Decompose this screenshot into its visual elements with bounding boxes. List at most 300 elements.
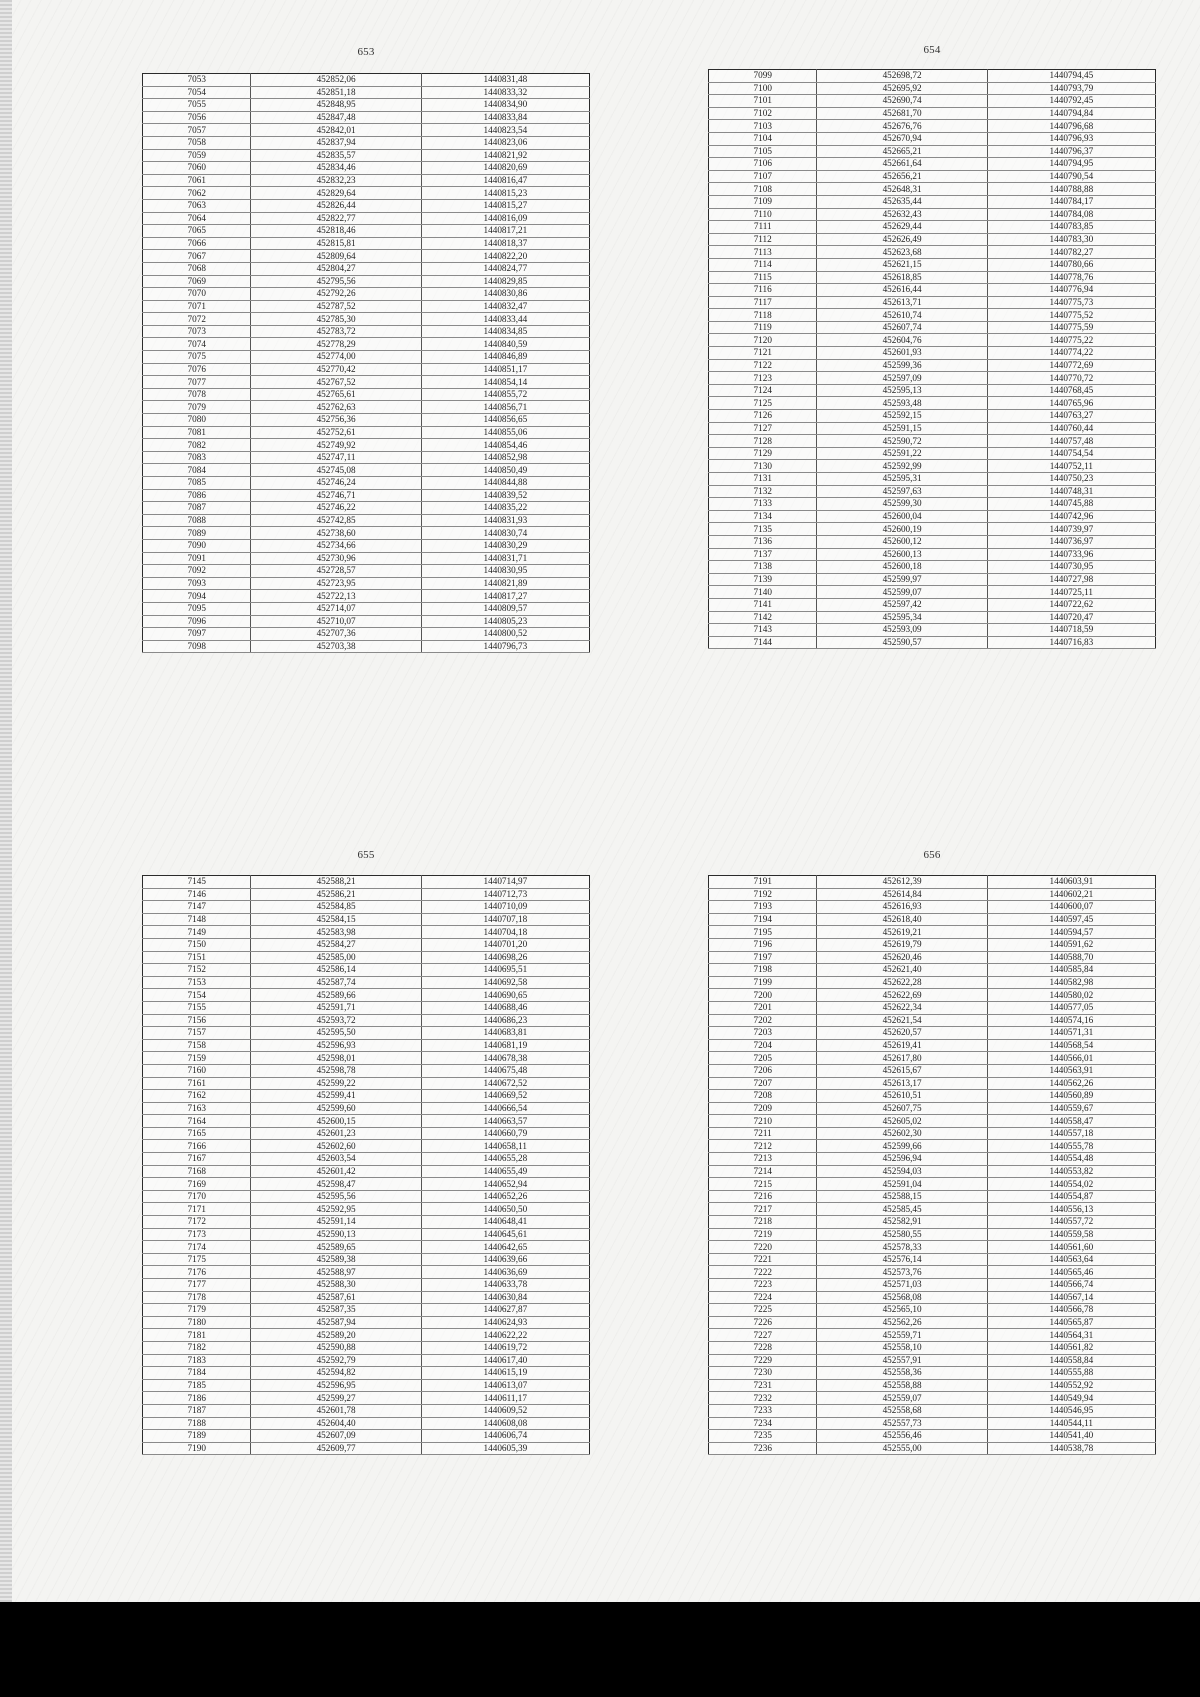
point-number-cell: 7140 — [709, 586, 817, 599]
x-coordinate-cell: 452597,09 — [817, 372, 987, 385]
point-number-cell: 7194 — [709, 913, 817, 926]
y-coordinate-cell: 1440775,59 — [987, 321, 1155, 334]
point-number-cell: 7172 — [143, 1216, 251, 1229]
point-number-cell: 7107 — [709, 170, 817, 183]
y-coordinate-cell: 1440794,84 — [987, 107, 1155, 120]
point-number-cell: 7133 — [709, 498, 817, 511]
x-coordinate-cell: 452610,74 — [817, 309, 987, 322]
table-row — [709, 107, 1156, 120]
y-coordinate-cell: 1440660,79 — [421, 1127, 589, 1140]
y-coordinate-cell: 1440782,27 — [987, 246, 1155, 259]
y-coordinate-cell: 1440627,87 — [421, 1304, 589, 1317]
point-number-cell: 7215 — [709, 1178, 817, 1191]
x-coordinate-cell: 452557,91 — [817, 1354, 987, 1367]
point-number-cell: 7233 — [709, 1404, 817, 1417]
table-row — [143, 439, 590, 452]
point-number-cell: 7235 — [709, 1430, 817, 1443]
table-row — [143, 1090, 590, 1103]
page-number: 655 — [357, 849, 375, 861]
table-row — [709, 460, 1156, 473]
x-coordinate-cell: 452617,80 — [817, 1052, 987, 1065]
y-coordinate-cell: 1440645,61 — [421, 1228, 589, 1241]
table-row — [143, 74, 590, 87]
table-row — [709, 1442, 1156, 1455]
y-coordinate-cell: 1440832,47 — [421, 300, 589, 313]
x-coordinate-cell: 452601,23 — [251, 1127, 421, 1140]
point-number-cell: 7216 — [709, 1190, 817, 1203]
table-row — [143, 514, 590, 527]
table-row — [143, 464, 590, 477]
point-number-cell: 7200 — [709, 989, 817, 1002]
table-row — [709, 1404, 1156, 1417]
y-coordinate-cell: 1440760,44 — [987, 422, 1155, 435]
x-coordinate-cell: 452600,18 — [817, 561, 987, 574]
table-row — [143, 1216, 590, 1229]
y-coordinate-cell: 1440775,52 — [987, 309, 1155, 322]
table-row — [143, 552, 590, 565]
point-number-cell: 7183 — [143, 1354, 251, 1367]
page-number: 654 — [923, 44, 941, 56]
point-number-cell: 7071 — [143, 300, 251, 313]
x-coordinate-cell: 452599,41 — [251, 1090, 421, 1103]
y-coordinate-cell: 1440796,73 — [421, 640, 589, 653]
x-coordinate-cell: 452601,93 — [817, 347, 987, 360]
x-coordinate-cell: 452596,94 — [817, 1153, 987, 1166]
x-coordinate-cell: 452600,13 — [817, 548, 987, 561]
table-row — [709, 1216, 1156, 1229]
x-coordinate-cell: 452774,00 — [251, 351, 421, 364]
x-coordinate-cell: 452599,27 — [251, 1392, 421, 1405]
x-coordinate-cell: 452584,27 — [251, 938, 421, 951]
y-coordinate-cell: 1440701,20 — [421, 938, 589, 951]
x-coordinate-cell: 452612,39 — [817, 876, 987, 889]
point-number-cell: 7173 — [143, 1228, 251, 1241]
point-number-cell: 7075 — [143, 351, 251, 364]
table-row — [143, 1329, 590, 1342]
x-coordinate-cell: 452852,06 — [251, 74, 421, 87]
x-coordinate-cell: 452593,48 — [817, 397, 987, 410]
x-coordinate-cell: 452599,66 — [817, 1140, 987, 1153]
point-number-cell: 7150 — [143, 938, 251, 951]
point-number-cell: 7178 — [143, 1291, 251, 1304]
point-number-cell: 7125 — [709, 397, 817, 410]
table-row — [143, 111, 590, 124]
x-coordinate-cell: 452603,54 — [251, 1153, 421, 1166]
point-number-cell: 7204 — [709, 1039, 817, 1052]
y-coordinate-cell: 1440855,06 — [421, 426, 589, 439]
y-coordinate-cell: 1440833,44 — [421, 313, 589, 326]
y-coordinate-cell: 1440823,06 — [421, 136, 589, 149]
table-row — [709, 1253, 1156, 1266]
table-row — [143, 1052, 590, 1065]
point-number-cell: 7073 — [143, 325, 251, 338]
table-row — [709, 1241, 1156, 1254]
y-coordinate-cell: 1440821,89 — [421, 577, 589, 590]
point-number-cell: 7087 — [143, 502, 251, 515]
point-number-cell: 7102 — [709, 107, 817, 120]
table-row — [709, 70, 1156, 83]
x-coordinate-cell: 452591,15 — [817, 422, 987, 435]
table-row — [709, 1102, 1156, 1115]
x-coordinate-cell: 452599,07 — [817, 586, 987, 599]
point-number-cell: 7117 — [709, 296, 817, 309]
y-coordinate-cell: 1440558,84 — [987, 1354, 1155, 1367]
y-coordinate-cell: 1440846,89 — [421, 351, 589, 364]
x-coordinate-cell: 452618,40 — [817, 913, 987, 926]
table-row — [709, 1316, 1156, 1329]
point-number-cell: 7212 — [709, 1140, 817, 1153]
point-number-cell: 7168 — [143, 1165, 251, 1178]
table-row — [143, 136, 590, 149]
point-number-cell: 7209 — [709, 1102, 817, 1115]
scanner-black-band — [0, 1602, 1200, 1697]
y-coordinate-cell: 1440552,92 — [987, 1379, 1155, 1392]
point-number-cell: 7225 — [709, 1304, 817, 1317]
table-row — [143, 275, 590, 288]
y-coordinate-cell: 1440834,85 — [421, 325, 589, 338]
y-coordinate-cell: 1440855,72 — [421, 388, 589, 401]
x-coordinate-cell: 452601,78 — [251, 1404, 421, 1417]
y-coordinate-cell: 1440745,88 — [987, 498, 1155, 511]
point-number-cell: 7088 — [143, 514, 251, 527]
point-number-cell: 7105 — [709, 145, 817, 158]
y-coordinate-cell: 1440606,74 — [421, 1430, 589, 1443]
x-coordinate-cell: 452623,68 — [817, 246, 987, 259]
table-row — [143, 363, 590, 376]
point-number-cell: 7179 — [143, 1304, 251, 1317]
x-coordinate-cell: 452591,04 — [817, 1178, 987, 1191]
table-row — [709, 347, 1156, 360]
table-row — [143, 351, 590, 364]
table-row — [143, 1039, 590, 1052]
table-row — [143, 539, 590, 552]
table-row — [143, 162, 590, 175]
y-coordinate-cell: 1440720,47 — [987, 611, 1155, 624]
point-number-cell: 7201 — [709, 1001, 817, 1014]
table-row — [143, 1027, 590, 1040]
table-row — [143, 976, 590, 989]
x-coordinate-cell: 452620,46 — [817, 951, 987, 964]
y-coordinate-cell: 1440611,17 — [421, 1392, 589, 1405]
table-row — [709, 372, 1156, 385]
y-coordinate-cell: 1440820,69 — [421, 162, 589, 175]
table-row — [709, 195, 1156, 208]
x-coordinate-cell: 452728,57 — [251, 565, 421, 578]
table-row — [143, 1165, 590, 1178]
y-coordinate-cell: 1440690,65 — [421, 989, 589, 1002]
table-row — [143, 1014, 590, 1027]
y-coordinate-cell: 1440788,88 — [987, 183, 1155, 196]
x-coordinate-cell: 452589,65 — [251, 1241, 421, 1254]
page-number: 653 — [357, 46, 375, 58]
x-coordinate-cell: 452747,11 — [251, 451, 421, 464]
y-coordinate-cell: 1440695,51 — [421, 964, 589, 977]
x-coordinate-cell: 452571,03 — [817, 1279, 987, 1292]
x-coordinate-cell: 452656,21 — [817, 170, 987, 183]
x-coordinate-cell: 452602,30 — [817, 1127, 987, 1140]
x-coordinate-cell: 452734,66 — [251, 539, 421, 552]
table-row — [143, 1379, 590, 1392]
x-coordinate-cell: 452588,21 — [251, 876, 421, 889]
table-row — [143, 1140, 590, 1153]
x-coordinate-cell: 452832,23 — [251, 174, 421, 187]
y-coordinate-cell: 1440765,96 — [987, 397, 1155, 410]
table-row — [143, 86, 590, 99]
y-coordinate-cell: 1440562,26 — [987, 1077, 1155, 1090]
x-coordinate-cell: 452738,60 — [251, 527, 421, 540]
y-coordinate-cell: 1440617,40 — [421, 1354, 589, 1367]
x-coordinate-cell: 452599,22 — [251, 1077, 421, 1090]
point-number-cell: 7109 — [709, 195, 817, 208]
point-number-cell: 7054 — [143, 86, 251, 99]
y-coordinate-cell: 1440577,05 — [987, 1001, 1155, 1014]
y-coordinate-cell: 1440722,62 — [987, 598, 1155, 611]
point-number-cell: 7085 — [143, 477, 251, 490]
table-row — [709, 1001, 1156, 1014]
y-coordinate-cell: 1440824,77 — [421, 262, 589, 275]
y-coordinate-cell: 1440834,90 — [421, 99, 589, 112]
x-coordinate-cell: 452756,36 — [251, 414, 421, 427]
y-coordinate-cell: 1440563,64 — [987, 1253, 1155, 1266]
y-coordinate-cell: 1440655,49 — [421, 1165, 589, 1178]
coordinates-table — [708, 69, 1156, 649]
point-number-cell: 7234 — [709, 1417, 817, 1430]
y-coordinate-cell: 1440554,48 — [987, 1153, 1155, 1166]
table-row — [143, 888, 590, 901]
y-coordinate-cell: 1440727,98 — [987, 573, 1155, 586]
table-row — [143, 1316, 590, 1329]
y-coordinate-cell: 1440778,76 — [987, 271, 1155, 284]
table-row — [709, 561, 1156, 574]
table-row — [709, 397, 1156, 410]
table-row — [709, 82, 1156, 95]
table-row — [709, 1354, 1156, 1367]
point-number-cell: 7106 — [709, 158, 817, 171]
x-coordinate-cell: 452604,76 — [817, 334, 987, 347]
y-coordinate-cell: 1440566,01 — [987, 1052, 1155, 1065]
point-number-cell: 7155 — [143, 1001, 251, 1014]
table-row — [709, 876, 1156, 889]
y-coordinate-cell: 1440561,82 — [987, 1341, 1155, 1354]
x-coordinate-cell: 452599,36 — [817, 359, 987, 372]
point-number-cell: 7149 — [143, 926, 251, 939]
point-number-cell: 7161 — [143, 1077, 251, 1090]
point-number-cell: 7174 — [143, 1241, 251, 1254]
table-row — [709, 1027, 1156, 1040]
table-row — [143, 565, 590, 578]
table-row — [709, 296, 1156, 309]
x-coordinate-cell: 452598,47 — [251, 1178, 421, 1191]
table-row — [709, 926, 1156, 939]
x-coordinate-cell: 452619,41 — [817, 1039, 987, 1052]
table-row — [709, 1430, 1156, 1443]
point-number-cell: 7058 — [143, 136, 251, 149]
y-coordinate-cell: 1440564,31 — [987, 1329, 1155, 1342]
table-row — [143, 964, 590, 977]
point-number-cell: 7231 — [709, 1379, 817, 1392]
y-coordinate-cell: 1440546,95 — [987, 1404, 1155, 1417]
y-coordinate-cell: 1440733,96 — [987, 548, 1155, 561]
x-coordinate-cell: 452621,15 — [817, 258, 987, 271]
y-coordinate-cell: 1440622,22 — [421, 1329, 589, 1342]
table-row — [143, 1404, 590, 1417]
x-coordinate-cell: 452600,04 — [817, 510, 987, 523]
y-coordinate-cell: 1440567,14 — [987, 1291, 1155, 1304]
y-coordinate-cell: 1440750,23 — [987, 473, 1155, 486]
x-coordinate-cell: 452595,50 — [251, 1027, 421, 1040]
x-coordinate-cell: 452837,94 — [251, 136, 421, 149]
y-coordinate-cell: 1440776,94 — [987, 284, 1155, 297]
x-coordinate-cell: 452591,14 — [251, 1216, 421, 1229]
table-row — [143, 1190, 590, 1203]
point-number-cell: 7055 — [143, 99, 251, 112]
x-coordinate-cell: 452809,64 — [251, 250, 421, 263]
table-row — [143, 1354, 590, 1367]
table-row — [709, 1203, 1156, 1216]
x-coordinate-cell: 452559,71 — [817, 1329, 987, 1342]
table-row — [709, 1279, 1156, 1292]
point-number-cell: 7217 — [709, 1203, 817, 1216]
point-number-cell: 7227 — [709, 1329, 817, 1342]
table-row — [709, 485, 1156, 498]
x-coordinate-cell: 452723,95 — [251, 577, 421, 590]
x-coordinate-cell: 452556,46 — [817, 1430, 987, 1443]
x-coordinate-cell: 452804,27 — [251, 262, 421, 275]
x-coordinate-cell: 452778,29 — [251, 338, 421, 351]
table-row — [143, 187, 590, 200]
table-row — [143, 876, 590, 889]
table-row — [709, 1329, 1156, 1342]
point-number-cell: 7096 — [143, 615, 251, 628]
point-number-cell: 7214 — [709, 1165, 817, 1178]
x-coordinate-cell: 452593,09 — [817, 624, 987, 637]
x-coordinate-cell: 452665,21 — [817, 145, 987, 158]
table-row — [143, 338, 590, 351]
table-row — [143, 1077, 590, 1090]
x-coordinate-cell: 452594,82 — [251, 1367, 421, 1380]
table-row — [143, 590, 590, 603]
point-number-cell: 7176 — [143, 1266, 251, 1279]
y-coordinate-cell: 1440566,74 — [987, 1279, 1155, 1292]
y-coordinate-cell: 1440716,83 — [987, 636, 1155, 649]
point-number-cell: 7189 — [143, 1430, 251, 1443]
y-coordinate-cell: 1440555,88 — [987, 1367, 1155, 1380]
table-row — [143, 325, 590, 338]
x-coordinate-cell: 452635,44 — [817, 195, 987, 208]
y-coordinate-cell: 1440830,74 — [421, 527, 589, 540]
x-coordinate-cell: 452588,97 — [251, 1266, 421, 1279]
point-number-cell: 7181 — [143, 1329, 251, 1342]
table-row — [709, 1127, 1156, 1140]
page-653 — [142, 40, 590, 750]
page-656 — [708, 843, 1156, 1553]
y-coordinate-cell: 1440817,27 — [421, 590, 589, 603]
y-coordinate-cell: 1440772,69 — [987, 359, 1155, 372]
y-coordinate-cell: 1440851,17 — [421, 363, 589, 376]
y-coordinate-cell: 1440642,65 — [421, 1241, 589, 1254]
point-number-cell: 7192 — [709, 888, 817, 901]
point-number-cell: 7182 — [143, 1341, 251, 1354]
coordinates-table — [708, 875, 1156, 1455]
table-row — [709, 359, 1156, 372]
x-coordinate-cell: 452592,15 — [817, 410, 987, 423]
y-coordinate-cell: 1440794,95 — [987, 158, 1155, 171]
y-coordinate-cell: 1440783,85 — [987, 221, 1155, 234]
point-number-cell: 7152 — [143, 964, 251, 977]
x-coordinate-cell: 452632,43 — [817, 208, 987, 221]
point-number-cell: 7138 — [709, 561, 817, 574]
point-number-cell: 7110 — [709, 208, 817, 221]
table-row — [709, 208, 1156, 221]
x-coordinate-cell: 452770,42 — [251, 363, 421, 376]
point-number-cell: 7164 — [143, 1115, 251, 1128]
point-number-cell: 7232 — [709, 1392, 817, 1405]
y-coordinate-cell: 1440768,45 — [987, 384, 1155, 397]
point-number-cell: 7134 — [709, 510, 817, 523]
y-coordinate-cell: 1440736,97 — [987, 535, 1155, 548]
table-row — [143, 640, 590, 653]
table-row — [143, 149, 590, 162]
point-number-cell: 7098 — [143, 640, 251, 653]
point-number-cell: 7066 — [143, 237, 251, 250]
x-coordinate-cell: 452591,22 — [817, 447, 987, 460]
table-row — [143, 1442, 590, 1455]
point-number-cell: 7228 — [709, 1341, 817, 1354]
x-coordinate-cell: 452746,24 — [251, 477, 421, 490]
point-number-cell: 7100 — [709, 82, 817, 95]
x-coordinate-cell: 452596,95 — [251, 1379, 421, 1392]
point-number-cell: 7089 — [143, 527, 251, 540]
x-coordinate-cell: 452585,45 — [817, 1203, 987, 1216]
table-row — [709, 246, 1156, 259]
point-number-cell: 7067 — [143, 250, 251, 263]
point-number-cell: 7224 — [709, 1291, 817, 1304]
y-coordinate-cell: 1440718,59 — [987, 624, 1155, 637]
point-number-cell: 7190 — [143, 1442, 251, 1455]
table-row — [709, 1367, 1156, 1380]
y-coordinate-cell: 1440823,54 — [421, 124, 589, 137]
table-row — [709, 1417, 1156, 1430]
table-row — [709, 258, 1156, 271]
table-row — [709, 598, 1156, 611]
point-number-cell: 7116 — [709, 284, 817, 297]
x-coordinate-cell: 452619,79 — [817, 938, 987, 951]
point-number-cell: 7072 — [143, 313, 251, 326]
x-coordinate-cell: 452594,03 — [817, 1165, 987, 1178]
y-coordinate-cell: 1440775,73 — [987, 296, 1155, 309]
point-number-cell: 7137 — [709, 548, 817, 561]
table-row — [709, 473, 1156, 486]
point-number-cell: 7145 — [143, 876, 251, 889]
point-number-cell: 7132 — [709, 485, 817, 498]
y-coordinate-cell: 1440675,48 — [421, 1064, 589, 1077]
y-coordinate-cell: 1440792,45 — [987, 95, 1155, 108]
x-coordinate-cell: 452621,40 — [817, 964, 987, 977]
x-coordinate-cell: 452578,33 — [817, 1241, 987, 1254]
table-row — [709, 1190, 1156, 1203]
point-number-cell: 7211 — [709, 1127, 817, 1140]
y-coordinate-cell: 1440818,37 — [421, 237, 589, 250]
y-coordinate-cell: 1440538,78 — [987, 1442, 1155, 1455]
x-coordinate-cell: 452592,95 — [251, 1203, 421, 1216]
x-coordinate-cell: 452676,76 — [817, 120, 987, 133]
point-number-cell: 7226 — [709, 1316, 817, 1329]
point-number-cell: 7191 — [709, 876, 817, 889]
y-coordinate-cell: 1440831,71 — [421, 552, 589, 565]
table-row — [709, 1077, 1156, 1090]
x-coordinate-cell: 452616,93 — [817, 901, 987, 914]
x-coordinate-cell: 452582,91 — [817, 1216, 987, 1229]
